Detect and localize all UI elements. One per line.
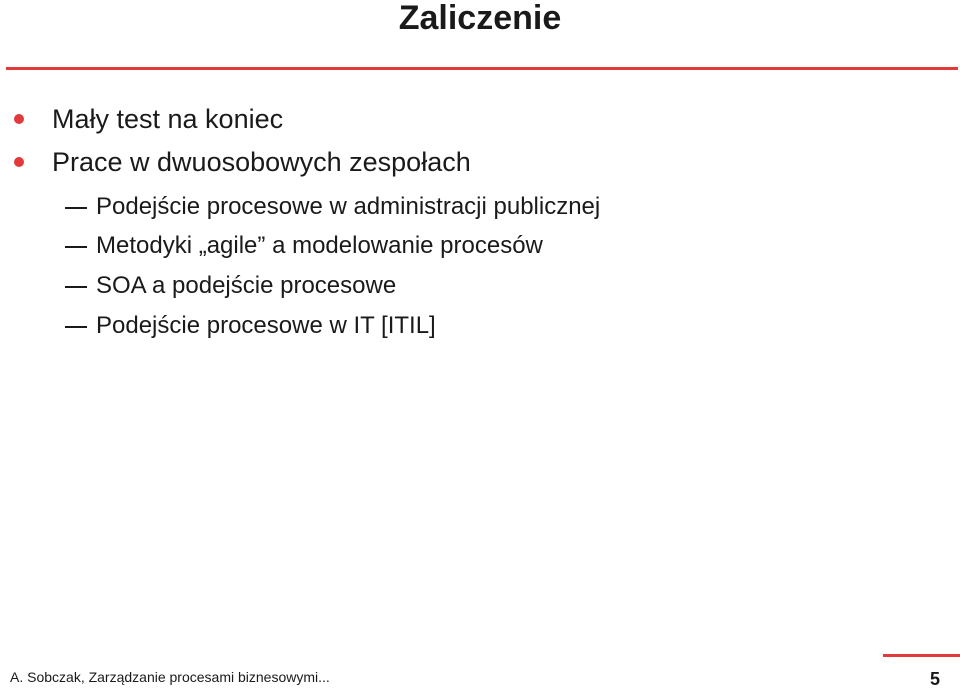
- sub-item-text: Podejście procesowe w IT [ITIL]: [96, 312, 436, 339]
- sub-item-text: SOA a podejście procesowe: [96, 272, 397, 299]
- dash-icon: [65, 207, 87, 209]
- bullet-dot-icon: [14, 114, 24, 124]
- footer-divider: [883, 654, 960, 657]
- title-divider: [6, 67, 958, 70]
- sub-item: [0, 312, 800, 340]
- dash-icon: [65, 286, 87, 288]
- sub-item: [0, 193, 800, 221]
- footer-author: A. Sobczak, Zarządzanie procesami biznesowymi...: [10, 669, 330, 685]
- sub-item-text: Metodyki „agile” a modelowanie procesów: [96, 232, 543, 259]
- bullet-item: [0, 147, 700, 177]
- page-number: 5: [930, 669, 941, 689]
- bullet-text: Mały test na koniec: [52, 104, 284, 134]
- dash-icon: [65, 246, 87, 248]
- slide-title: Zaliczenie: [398, 0, 562, 37]
- bullet-text: Prace w dwuosobowych zespołach: [52, 147, 471, 177]
- sub-item-text: Podejście procesowe w administracji publicznej: [96, 193, 601, 220]
- bullet-dot-icon: [14, 157, 24, 167]
- bullet-item: [0, 104, 700, 134]
- dash-icon: [65, 326, 87, 328]
- sub-item: [0, 232, 800, 260]
- sub-item: [0, 272, 800, 300]
